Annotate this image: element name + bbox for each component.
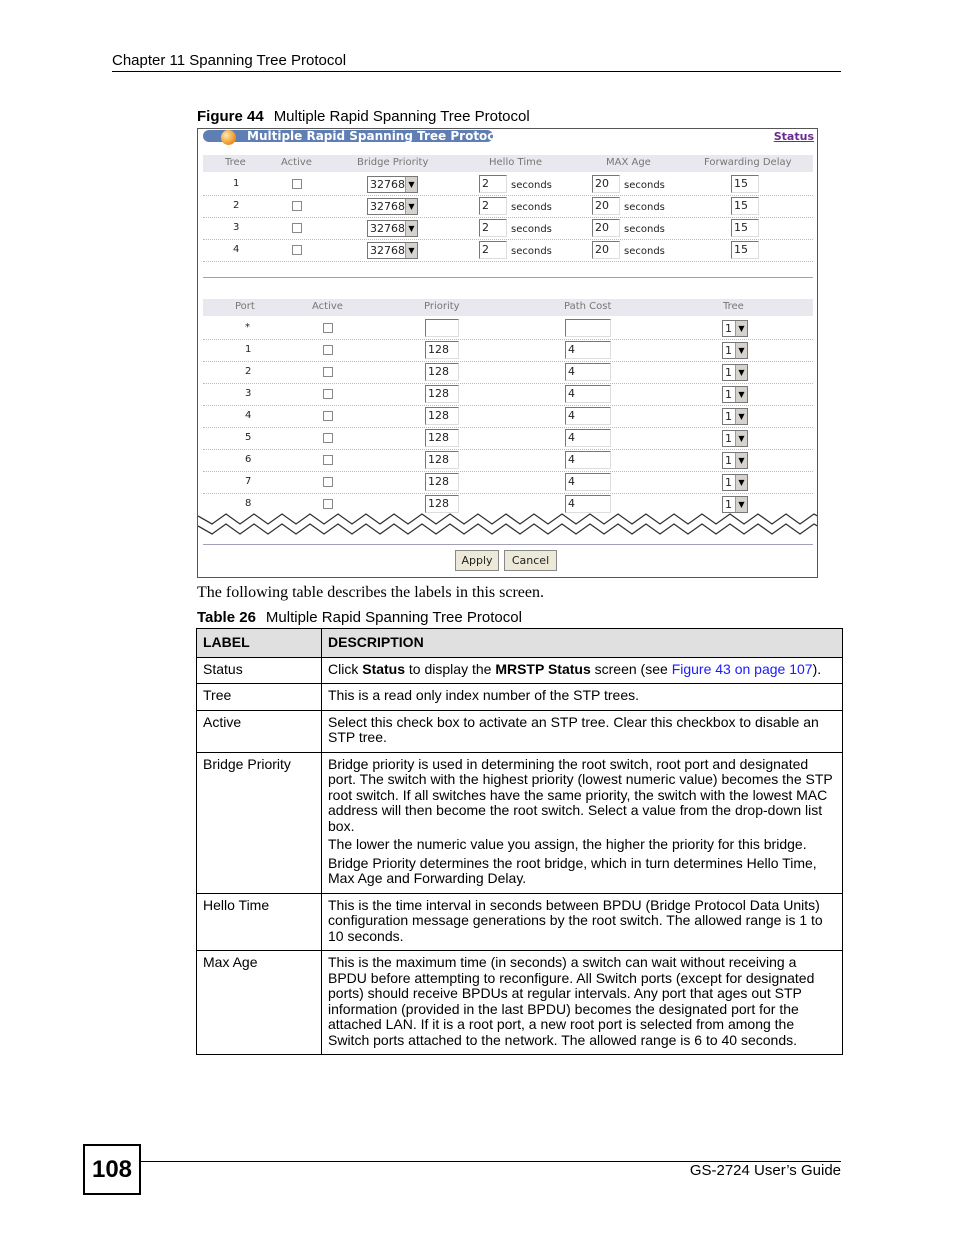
tree-active-checkbox[interactable] <box>292 223 302 233</box>
text-run: ). <box>812 660 822 677</box>
port-priority-input[interactable]: 128 <box>425 407 459 425</box>
chapter-header: Chapter 11 Spanning Tree Protocol <box>112 52 347 69</box>
figure-cross-reference-link[interactable]: Figure 43 on page 107 <box>671 660 813 677</box>
port-table-header <box>203 299 813 316</box>
port-priority-input[interactable]: 128 <box>425 473 459 491</box>
tree-row <box>203 174 813 196</box>
chevron-down-icon: ▼ <box>735 387 747 402</box>
bridge-priority-select[interactable] <box>367 242 418 259</box>
col-tree: Tree <box>225 157 246 168</box>
chevron-down-icon: ▼ <box>405 199 417 214</box>
port-active-checkbox[interactable] <box>323 477 333 487</box>
guide-title: GS-2724 User’s Guide <box>689 1162 841 1179</box>
row-description <box>322 657 843 684</box>
max-age-unit: seconds <box>624 246 665 257</box>
port-number: 3 <box>245 388 252 399</box>
text-run: to display the <box>405 660 496 677</box>
max-age-unit: seconds <box>624 224 665 235</box>
max-age-unit: seconds <box>624 180 665 191</box>
port-number: 1 <box>245 344 252 355</box>
table-row <box>197 657 843 684</box>
path-cost-input[interactable]: 4 <box>565 451 611 469</box>
port-number: 4 <box>245 410 252 421</box>
port-row <box>203 472 813 494</box>
col-port: Port <box>235 301 255 312</box>
bridge-priority-value: 32768 <box>370 200 405 213</box>
port-active-checkbox[interactable] <box>323 389 333 399</box>
row-label: Bridge Priority <box>197 752 322 893</box>
description-paragraph: The lower the numeric value you assign, the higher the priority for this bridge. <box>328 836 807 852</box>
header-label: LABEL <box>197 629 322 658</box>
port-number: 8 <box>245 498 252 509</box>
hello-time-input[interactable]: 2 <box>479 197 507 215</box>
path-cost-input[interactable]: 4 <box>565 363 611 381</box>
tree-active-checkbox[interactable] <box>292 201 302 211</box>
path-cost-input[interactable]: 4 <box>565 407 611 425</box>
hello-time-unit: seconds <box>511 202 552 213</box>
table-row <box>197 951 843 1055</box>
tree-row <box>203 196 813 218</box>
bold-term: MRSTP Status <box>495 660 591 677</box>
bridge-priority-select[interactable] <box>367 220 418 237</box>
port-number: 5 <box>245 432 252 443</box>
chevron-down-icon: ▼ <box>735 431 747 446</box>
tree-row <box>203 240 813 262</box>
chevron-down-icon: ▼ <box>735 343 747 358</box>
port-tree-value: 1 <box>725 366 732 379</box>
col-hello-time: Hello Time <box>489 157 542 168</box>
tree-index: 3 <box>233 222 240 233</box>
path-cost-input[interactable]: 4 <box>565 341 611 359</box>
port-tree-select[interactable] <box>722 474 748 491</box>
col-port-active: Active <box>312 301 343 312</box>
row-label: Tree <box>197 684 322 711</box>
forwarding-delay-input[interactable]: 15 <box>731 219 759 237</box>
table-row <box>197 684 843 711</box>
port-tree-select[interactable] <box>722 342 748 359</box>
port-active-checkbox[interactable] <box>323 411 333 421</box>
mrstp-screen <box>197 128 818 578</box>
tree-table-header <box>203 155 813 172</box>
port-tree-select[interactable] <box>722 386 748 403</box>
header-rule <box>112 71 841 72</box>
button-divider <box>203 544 813 545</box>
port-number: 6 <box>245 454 252 465</box>
row-description <box>322 752 843 893</box>
text-run: Click <box>328 660 363 677</box>
chevron-down-icon: ▼ <box>735 409 747 424</box>
tree-index: 1 <box>233 178 240 189</box>
port-tree-select[interactable] <box>722 408 748 425</box>
path-cost-input[interactable]: 4 <box>565 473 611 491</box>
port-tree-value: 1 <box>725 476 732 489</box>
row-label: Max Age <box>197 951 322 1055</box>
tree-index: 2 <box>233 200 240 211</box>
port-row <box>203 406 813 428</box>
figure-title: Multiple Rapid Spanning Tree Protocol <box>273 108 530 125</box>
table-row <box>197 710 843 752</box>
port-active-checkbox[interactable] <box>323 345 333 355</box>
tree-active-checkbox[interactable] <box>292 179 302 189</box>
table-row <box>197 752 843 893</box>
max-age-input[interactable]: 20 <box>592 241 620 259</box>
forwarding-delay-input[interactable]: 15 <box>731 197 759 215</box>
page-number: 108 <box>83 1144 141 1195</box>
tree-index: 4 <box>233 244 240 255</box>
chevron-down-icon: ▼ <box>405 177 417 192</box>
text-run: screen (see <box>590 660 672 677</box>
row-description: This is a read only index number of the STP trees. <box>322 684 843 711</box>
port-priority-input[interactable]: 128 <box>425 341 459 359</box>
port-priority-input[interactable]: 128 <box>425 429 459 447</box>
port-priority-input[interactable] <box>425 319 459 337</box>
hello-time-unit: seconds <box>511 224 552 235</box>
row-description: This is the maximum time (in seconds) a switch can wait without receiving a BPDU before attempting to reconfigure. All Switch ports (except for designated ports) should receive BPDUs at regular intervals. Any port that ages out STP information (provided in the last BPDU) becomes the designated port for the attached LAN. If it is a root port, a new root port is selected from among the Switch ports attached to the network. The allowed range is 6 to 40 seconds. <box>322 951 843 1055</box>
port-active-checkbox[interactable] <box>323 455 333 465</box>
table-row <box>197 893 843 951</box>
max-age-unit: seconds <box>624 202 665 213</box>
port-priority-input[interactable]: 128 <box>425 363 459 381</box>
chevron-down-icon: ▼ <box>735 365 747 380</box>
chevron-down-icon: ▼ <box>405 221 417 236</box>
port-priority-input[interactable]: 128 <box>425 385 459 403</box>
path-cost-input[interactable]: 4 <box>565 495 611 513</box>
port-row <box>203 362 813 384</box>
port-priority-input[interactable]: 128 <box>425 451 459 469</box>
label-description-table <box>196 628 843 1055</box>
port-number: * <box>245 322 250 333</box>
chevron-down-icon: ▼ <box>735 475 747 490</box>
port-active-checkbox[interactable] <box>323 433 333 443</box>
col-max-age: MAX Age <box>606 157 651 168</box>
screen-title-bar <box>203 129 507 143</box>
chevron-down-icon: ▼ <box>735 497 747 512</box>
table-header-row <box>197 629 843 658</box>
table-caption <box>197 609 522 626</box>
apply-button[interactable]: Apply <box>455 550 499 571</box>
col-forwarding-delay: Forwarding Delay <box>704 157 792 168</box>
port-tree-select[interactable] <box>722 364 748 381</box>
max-age-input[interactable]: 20 <box>592 197 620 215</box>
path-cost-input[interactable] <box>565 319 611 337</box>
chevron-down-icon: ▼ <box>735 453 747 468</box>
port-tree-value: 1 <box>725 388 732 401</box>
header-description: DESCRIPTION <box>322 629 843 658</box>
cancel-button[interactable]: Cancel <box>504 550 557 571</box>
max-age-input[interactable]: 20 <box>592 175 620 193</box>
hello-time-input[interactable]: 2 <box>479 175 507 193</box>
row-label: Status <box>197 657 322 684</box>
row-label: Active <box>197 710 322 752</box>
bridge-priority-value: 32768 <box>370 222 405 235</box>
forwarding-delay-input[interactable]: 15 <box>731 175 759 193</box>
port-tree-value: 1 <box>725 432 732 445</box>
forwarding-delay-input[interactable]: 15 <box>731 241 759 259</box>
description-paragraph: Bridge priority is used in determining the root switch, root port and designated port. The switch with the highest priority (lowest numeric value) becomes the STP root switch. If all switches have the same priority, the switch with the lowest MAC address will then become the root switch. Select a value from the drop-down list box. <box>328 755 833 834</box>
path-cost-input[interactable]: 4 <box>565 385 611 403</box>
figure-caption <box>197 108 530 125</box>
hello-time-input[interactable]: 2 <box>479 241 507 259</box>
row-description: Select this check box to activate an STP tree. Clear this checkbox to disable an STP tree. <box>322 710 843 752</box>
max-age-input[interactable]: 20 <box>592 219 620 237</box>
port-tree-value: 1 <box>725 454 732 467</box>
port-row <box>203 384 813 406</box>
port-tree-select[interactable] <box>722 430 748 447</box>
hello-time-unit: seconds <box>511 246 552 257</box>
path-cost-input[interactable]: 4 <box>565 429 611 447</box>
port-row <box>203 428 813 450</box>
table-number: Table 26 <box>197 609 256 626</box>
port-tree-select[interactable] <box>722 320 748 337</box>
row-label: Hello Time <box>197 893 322 951</box>
port-row <box>203 340 813 362</box>
chevron-down-icon: ▼ <box>405 243 417 258</box>
col-priority: Priority <box>424 301 460 312</box>
port-tree-value: 1 <box>725 322 732 335</box>
port-tree-select[interactable] <box>722 452 748 469</box>
port-tree-value: 1 <box>725 410 732 423</box>
chevron-down-icon: ▼ <box>735 321 747 336</box>
col-path-cost: Path Cost <box>564 301 612 312</box>
bridge-priority-value: 32768 <box>370 244 405 257</box>
bridge-priority-select[interactable] <box>367 176 418 193</box>
col-active: Active <box>281 157 312 168</box>
status-link[interactable]: Status <box>773 130 814 143</box>
col-port-tree: Tree <box>723 301 744 312</box>
tree-row <box>203 218 813 240</box>
orb-icon <box>221 130 236 145</box>
torn-edge-divider <box>198 506 818 542</box>
port-number: 2 <box>245 366 252 377</box>
bold-term: Status <box>362 660 406 677</box>
tree-active-checkbox[interactable] <box>292 245 302 255</box>
port-priority-input[interactable]: 128 <box>425 495 459 513</box>
table-title: Multiple Rapid Spanning Tree Protocol <box>265 609 522 626</box>
port-row <box>203 450 813 472</box>
hello-time-input[interactable]: 2 <box>479 219 507 237</box>
bridge-priority-value: 32768 <box>370 178 405 191</box>
hello-time-unit: seconds <box>511 180 552 191</box>
port-row <box>203 318 813 340</box>
description-paragraph: Bridge Priority determines the root bridge, which in turn determines Hello Time, Max Age and Forwarding Delay. <box>328 854 817 886</box>
col-bridge-priority: Bridge Priority <box>357 157 429 168</box>
row-description: This is the time interval in seconds between BPDU (Bridge Protocol Data Units) configuration message generations by the root switch. The allowed range is 1 to 10 seconds. <box>322 893 843 951</box>
screen-title: Multiple Rapid Spanning Tree Protocol <box>247 129 507 143</box>
figure-number: Figure 44 <box>197 108 264 125</box>
intro-paragraph: The following table describes the labels in this screen. <box>197 584 545 601</box>
port-active-checkbox[interactable] <box>323 367 333 377</box>
port-tree-value: 1 <box>725 498 732 511</box>
port-number: 7 <box>245 476 252 487</box>
port-active-checkbox[interactable] <box>323 323 333 333</box>
section-divider <box>203 277 813 278</box>
bridge-priority-select[interactable] <box>367 198 418 215</box>
port-tree-value: 1 <box>725 344 732 357</box>
